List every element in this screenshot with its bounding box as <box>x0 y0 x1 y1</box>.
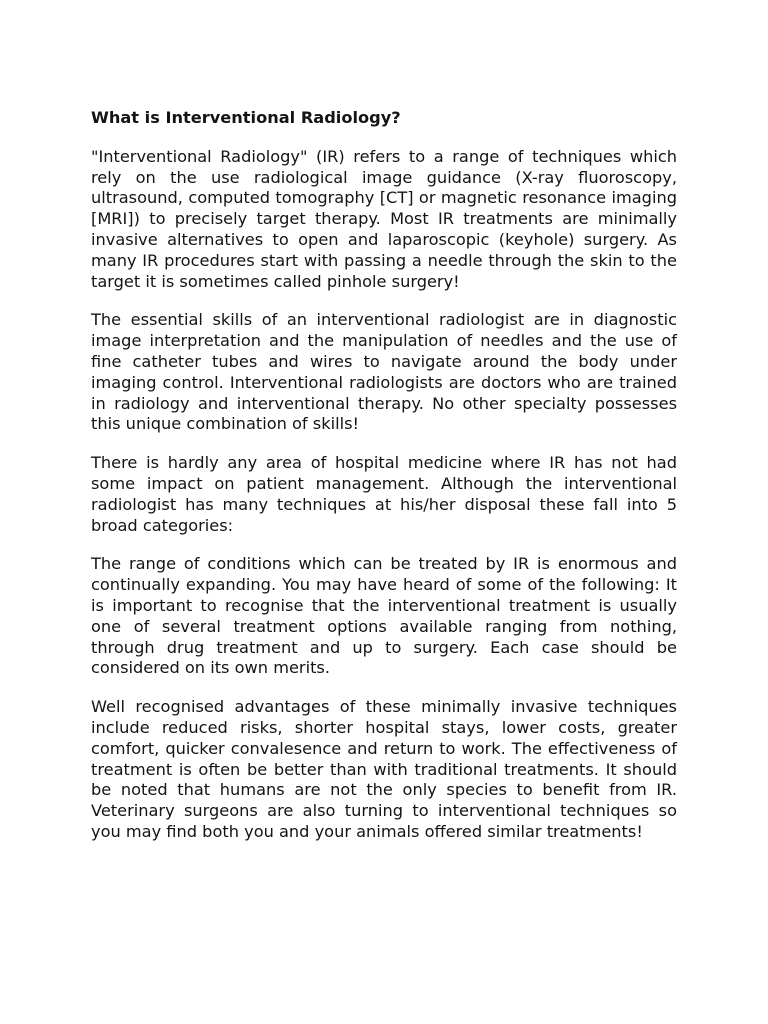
paragraph-definition: "Interventional Radiology" (IR) refers to a range of techniques which rely on the use radiological image guidance (X-ray fluoroscopy, ultrasound, computed tomography [CT] or magnetic resonance imaging [MRI]) to precisely target therapy. Most IR treatments are minimally invasive alternatives to open and laparoscopic (keyhole) surgery. As many IR procedures start with passing a needle through the skin to the target it is sometimes called pinhole surgery! <box>91 146 677 291</box>
paragraph-categories: There is hardly any area of hospital medicine where IR has not had some impact on patient management. Although the interventional radiologist has many techniques at his/her disposal these fall into 5 broad categories: <box>91 453 677 535</box>
document-title: What is Interventional Radiology? <box>91 108 401 127</box>
document-page <box>91 108 677 861</box>
paragraph-skills: The essential skills of an interventional radiologist are in diagnostic image interpretation and the manipulation of needles and the use of fine catheter tubes and wires to navigate around the body under imaging control. Interventional radiologists are doctors who are trained in radiology and interventional therapy. No other specialty possesses this unique combination of skills! <box>91 310 677 434</box>
paragraph-advantages: Well recognised advantages of these minimally invasive techniques include reduced risks, shorter hospital stays, lower costs, greater comfort, quicker convalesence and return to work. The effectiveness of treatment is often be better than with traditional treatments. It should be noted that humans are not the only species to benefit from IR. Veterinary surgeons are also turning to interventional techniques so you may find both you and your animals offered similar treatments! <box>91 697 677 841</box>
paragraph-conditions: The range of conditions which can be treated by IR is enormous and continually expanding. You may have heard of some of the following: It is important to recognise that the interventional treatment is usually one of several treatment options available ranging from nothing, through drug treatment and up to surgery. Each case should be considered on its own merits. <box>91 554 677 678</box>
